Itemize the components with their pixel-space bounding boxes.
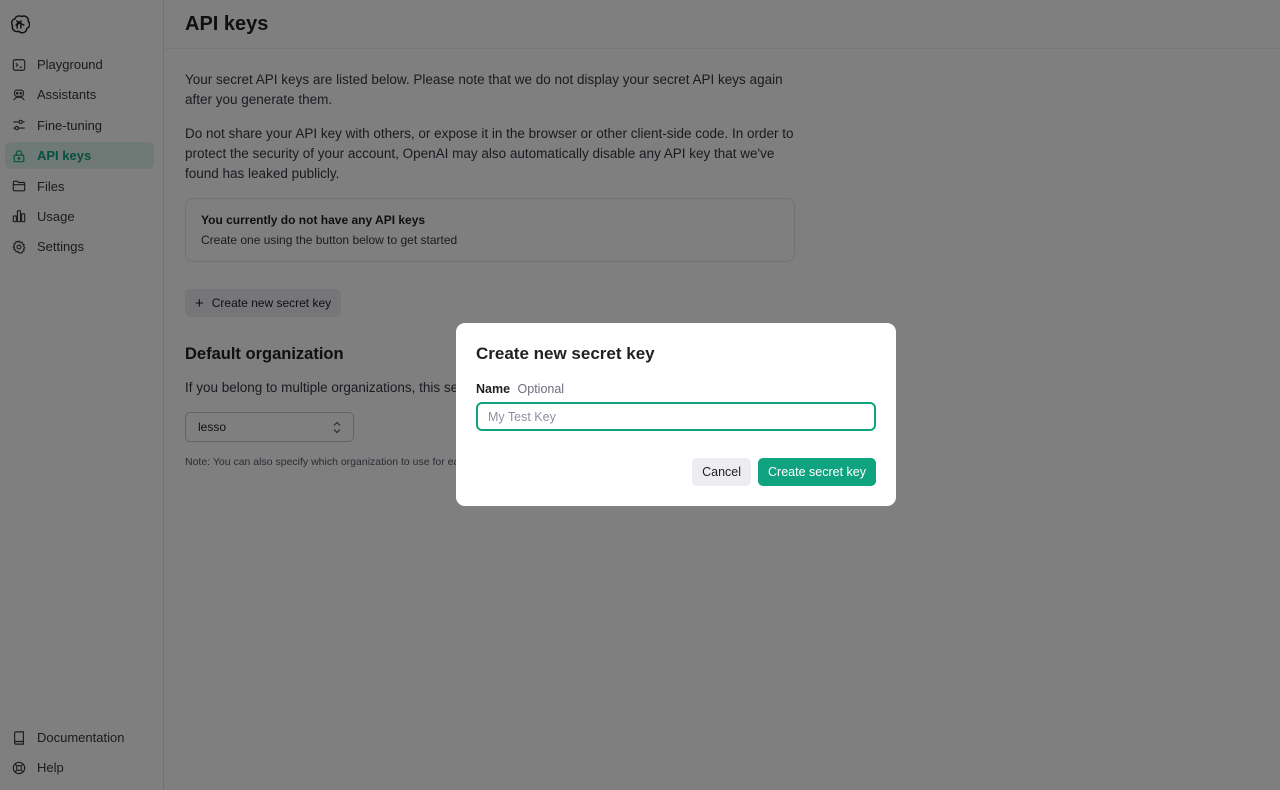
create-secret-key-dialog [456,323,896,506]
name-field-label [476,382,876,396]
name-label: Name [476,382,511,396]
key-name-input[interactable] [476,402,876,431]
cancel-button[interactable]: Cancel [692,458,751,486]
optional-label: Optional [517,382,565,396]
create-secret-key-button[interactable]: Create secret key [758,458,876,486]
dialog-title: Create new secret key [476,344,655,363]
dialog-actions [692,458,876,486]
